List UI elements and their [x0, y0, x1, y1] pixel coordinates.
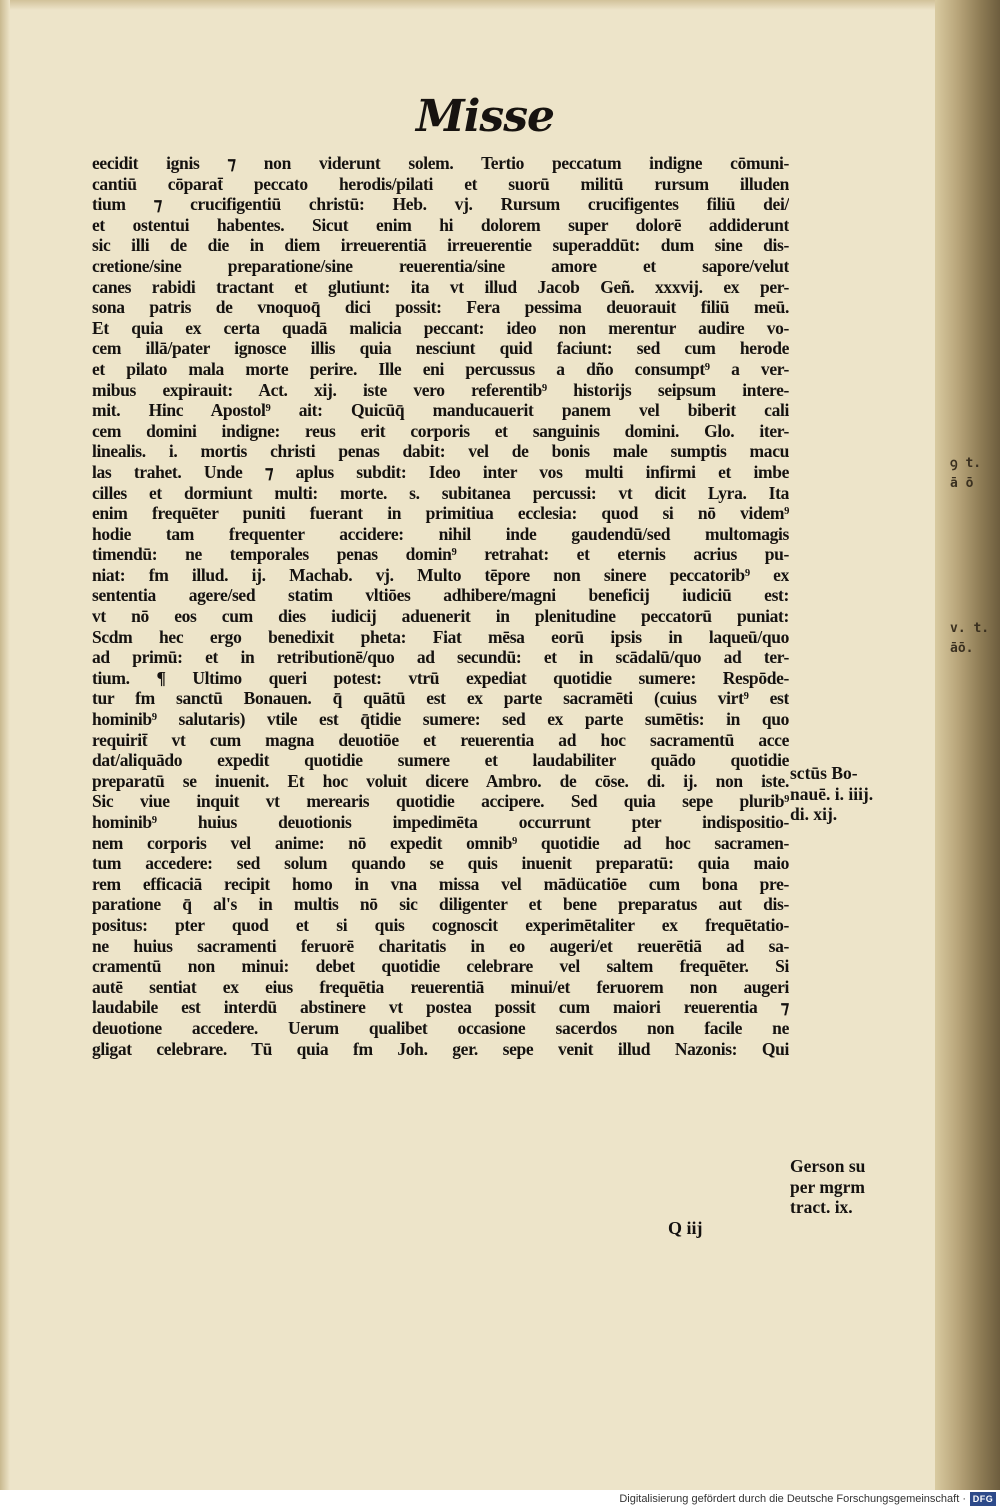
marginal-line: Gerson su — [790, 1156, 866, 1176]
text-line: tur fm sanctū Bonauen. q̄ quātū est ex parte sacramēti (cuius virt⁹ est — [92, 688, 789, 709]
text-line: las trahet. Unde ⁊ aplus subdit: Ideo inter vos multi infirmi et imbe — [92, 461, 789, 482]
footer-bar — [0, 1490, 1000, 1510]
text-line: dat/aliquādo expedit quotidie sumere et laudabiliter quādo quotidie — [92, 750, 789, 771]
text-line: tium ⁊ crucifigentiū christū: Heb. vj. Rursum crucifigentes filiū dei/ — [92, 194, 789, 215]
marginal-note-bonaventura — [790, 763, 920, 825]
text-line: gligat celebrare. Tū quia fm Joh. ger. sepe venit illud Nazonis: Qui — [92, 1038, 789, 1059]
footer-credit: Digitalisierung gefördert durch die Deutsche Forschungsgemeinschaft · — [619, 1493, 966, 1505]
text-line: et ostentui habentes. Sicut enim hi dolorem super dolorē addiderunt — [92, 214, 789, 235]
text-line: laudabile est interdū abstinere vt postea possit cum maiori reuerentia ⁊ — [92, 997, 789, 1018]
text-line: cem illā/pater ignosce illis quia nesciunt quid faciunt: sed cum herode — [92, 338, 789, 359]
marginal-line: nauē. i. iiij. — [790, 783, 874, 804]
text-line: positus: pter quod et si quis cognoscit experimētaliter ex frequētatio- — [92, 914, 789, 935]
text-line: canes rabidi tractant et glutiunt: ita vt illud Jacob Geñ. xxxvij. ex per- — [92, 276, 789, 297]
facing-page-fragment: ꝯ t. — [950, 456, 982, 471]
text-line: cramentū non minui: debet quotidie celebrare vel saltem frequēter. Si — [92, 956, 789, 977]
text-line: vt nō eos cum dies iudicij aduenerit in plenitudine peccatorū puniat: — [92, 606, 789, 627]
text-line: Scdm hec ergo benedixit pheta: Fiat mēsa eorū ipsis in laqueū/quo — [92, 626, 789, 647]
text-line: cem domini indigne: reus erit corporis et sanguinis domini. Glo. iter- — [92, 420, 789, 441]
book-spine-shadow — [935, 0, 1000, 1490]
marginal-line: tract. ix. — [790, 1197, 853, 1218]
text-line: Et quia ex certa quadā malicia peccant: ideo non merentur audire vo- — [92, 317, 789, 338]
text-line: ne huius sacramenti feruorē charitatis in eo augeri/et reuerētiā ad sa- — [92, 935, 789, 956]
text-line: paratione q̄ al's in multis nō sic diligenter et bene preparatus aut dis- — [92, 894, 789, 915]
marginal-line: sctūs Bo- — [790, 763, 858, 783]
marginal-line: di. xij. — [790, 804, 838, 825]
text-line: eecidit ignis ⁊ non viderunt solem. Tertio peccatum indigne cōmuni- — [92, 153, 789, 173]
text-line: cretione/sine preparatione/sine reuerentia/sine amore et sapore/velut — [92, 255, 789, 276]
text-line: cantiū cōparat̄ peccato herodis/pilati et suorū militū rursum illuden — [92, 173, 789, 194]
text-line: hominib⁹ salutaris) vtile est q̄tidie sumere: sed ex parte sumētis: in quo — [92, 709, 789, 730]
text-line: rem efficaciā recipit homo in vna missa vel mādücatiōe cum bona pre- — [92, 873, 789, 894]
text-line: timendū: ne temporales penas domin⁹ retrahat: et eternis acrius pu- — [92, 544, 789, 565]
text-line: preparatū se inuenit. Et hoc voluit dicere Ambro. de cōse. di. ij. non iste. — [92, 770, 789, 791]
text-line: niat: fm illud. ij. Machab. vj. Multo tēpore non sinere peccatorib⁹ ex — [92, 564, 789, 585]
text-line: tium. ¶ Ultimo queri potest: vtrū expediat quotidie sumere: Respōde- — [92, 667, 789, 688]
text-line: Sic viue inquit vt merearis quotidie accipere. Sed quia sepe plurib⁹ — [92, 791, 789, 812]
page-top-edge — [0, 0, 1000, 10]
text-line: hominib⁹ huius deuotionis impedimēta occurrunt pter indispositio- — [92, 812, 789, 832]
text-line: et pilato mala morte perire. Ille eni percussus a dño consumpt⁹ a ver- — [92, 358, 789, 379]
body-text — [92, 153, 789, 1059]
text-line: mibus expirauit: Act. xij. iste vero referentib⁹ historijs seipsum intere- — [92, 379, 789, 400]
text-line: enim frequēter puniti fuerant in primitiua ecclesia: quod si nō videm⁹ — [92, 503, 789, 524]
text-line: requirit̄ vt cum magna deuotiōe et reuerentia ad hoc sacramentū acce — [92, 729, 789, 750]
signature-mark: Q iij — [668, 1218, 703, 1238]
marginal-line: per mgrm — [790, 1176, 865, 1197]
text-line: hodie tam frequenter accidere: nihil inde gaudendū/sed multomagis — [92, 523, 789, 544]
page-left-edge — [0, 0, 10, 1490]
text-line: nem corporis vel anime: nō expedit omnib⁹ quotidie ad hoc sacramen- — [92, 832, 789, 853]
text-line: linealis. i. mortis christi penas dabit: vel de bonis male sumptis macu — [92, 441, 789, 462]
facing-page-fragment: v. t. — [950, 621, 990, 636]
page-heading: Misse — [416, 91, 554, 142]
text-line: sona patris de vnoquoq̄ dici possit: Fera pessima deuorauit filiū meū. — [92, 297, 789, 318]
text-line: cilles et dormiunt multi: morte. s. subitanea percussi: vt dicit Lyra. Ita — [92, 482, 789, 503]
text-line: ad primū: et in retributionē/quo ad secundū: et in scādalū/quo ad ter- — [92, 647, 789, 668]
dfg-logo: DFG — [970, 1492, 996, 1506]
facing-page-fragment: ā ō — [950, 476, 974, 491]
text-line: deuotione accedere. Uerum qualibet occasione sacerdos non facile ne — [92, 1017, 789, 1038]
text-line: tum accedere: sed solum quando se quis inuenit preparatū: quia maio — [92, 853, 789, 874]
text-line: autē sentiat ex eius frequētia reuerentiā minui/et feruorem non augeri — [92, 976, 789, 997]
text-line: sic illi de die in diem irreuerentiā irreuerentie superaddūt: dum sine dis- — [92, 235, 789, 256]
text-line: mit. Hinc Apostol⁹ ait: Quicūq̄ manducauerit panem vel biberit cali — [92, 400, 789, 421]
marginal-note-gerson — [790, 1156, 920, 1218]
facing-page-fragment: āō. — [950, 641, 974, 656]
text-line: sententia agere/sed statim vltiōes adhibere/magni beneficij iudiciū est: — [92, 585, 789, 606]
